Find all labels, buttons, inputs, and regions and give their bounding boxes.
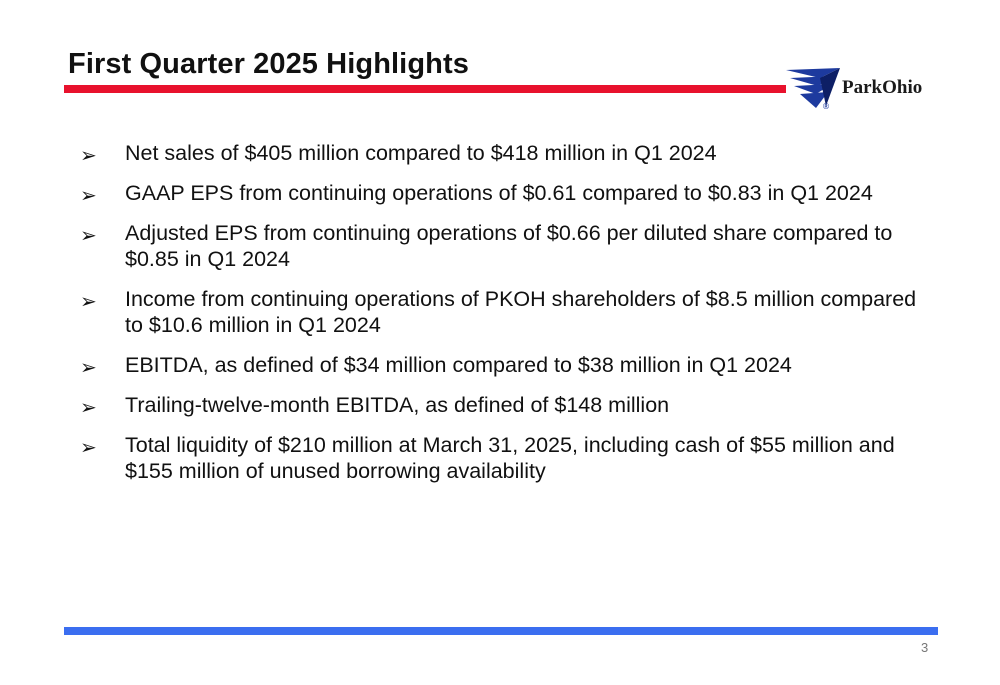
logo-text: ParkOhio	[842, 77, 923, 98]
title-underline-rule	[64, 85, 786, 93]
bullet-text: Trailing-twelve-month EBITDA, as defined of $148 million	[125, 393, 670, 417]
arrowhead-bullet-icon: ➢	[80, 183, 97, 207]
arrowhead-bullet-icon: ➢	[80, 289, 97, 313]
parkohio-wing-icon	[786, 66, 842, 110]
arrowhead-bullet-icon: ➢	[80, 395, 97, 419]
bullet-text: Income from continuing operations of PKOH shareholders of $8.5 million compared to $10.6 million in Q1 2024	[125, 287, 917, 337]
bullet-text: GAAP EPS from continuing operations of $0.61 compared to $0.83 in Q1 2024	[125, 181, 873, 205]
bullet-text: Adjusted EPS from continuing operations of $0.66 per diluted share compared to $0.85 in Q1 2024	[125, 221, 893, 271]
arrowhead-bullet-icon: ➢	[80, 355, 97, 379]
parkohio-logo	[786, 66, 946, 110]
slide-title: First Quarter 2025 Highlights	[68, 48, 469, 80]
list-item	[80, 432, 930, 484]
bullet-text: Total liquidity of $210 million at March 31, 2025, including cash of $55 million and $155 million of unused borrowing availability	[125, 433, 895, 483]
list-item	[80, 352, 930, 378]
list-item	[80, 220, 930, 272]
bullet-text: Net sales of $405 million compared to $418 million in Q1 2024	[125, 141, 717, 165]
arrowhead-bullet-icon: ➢	[80, 223, 97, 247]
list-item	[80, 180, 930, 206]
arrowhead-bullet-icon: ➢	[80, 435, 97, 459]
bullet-text: EBITDA, as defined of $34 million compared to $38 million in Q1 2024	[125, 353, 792, 377]
arrowhead-bullet-icon: ➢	[80, 143, 97, 167]
page-number: 3	[921, 640, 929, 655]
list-item	[80, 286, 930, 338]
list-item	[80, 392, 930, 418]
highlights-list	[80, 140, 930, 498]
list-item	[80, 140, 930, 166]
registered-mark: ®	[822, 102, 830, 110]
footer-rule	[64, 627, 938, 635]
